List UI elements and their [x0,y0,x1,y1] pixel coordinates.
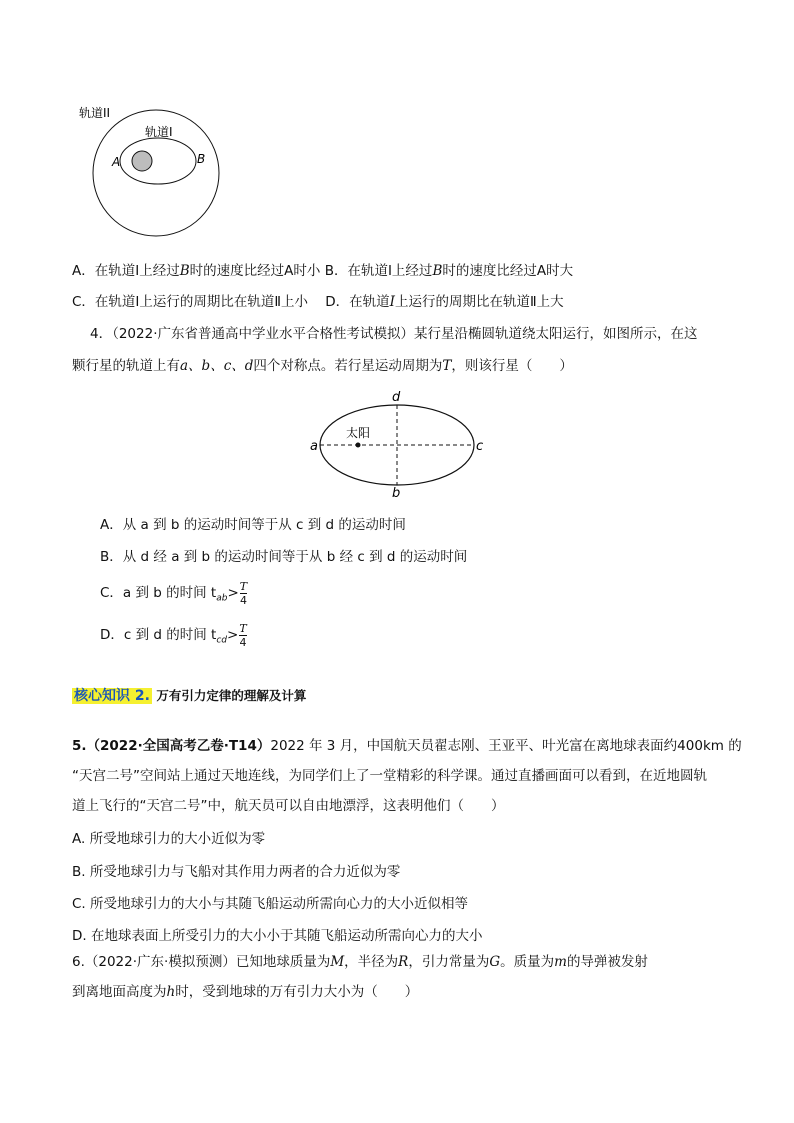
point-a-label: a [310,439,318,454]
point-a-label: A [112,155,121,169]
point-c-label: c [476,439,484,454]
q5-option-d: D. 在地球表面上所受引力的大小小于其随飞船运动所需向心力的大小 [72,928,483,944]
section-number-highlight: 核心知识 2. [74,688,150,704]
q5-stem-line3: 道上飞行的“天宫二号”中，航天员可以自由地漂浮，这表明他们（ ） [72,798,505,814]
orbit1-label: 轨道I [145,125,173,139]
sun-label: 太阳 [346,426,371,440]
q5-option-b: B. 所受地球引力与飞船对其作用力两者的合力近似为零 [72,864,401,880]
orbit-diagram [76,100,246,240]
point-b-label: B [197,152,206,166]
q5-option-a: A. 所受地球引力的大小近似为零 [72,831,266,847]
earth-circle [132,151,152,171]
q4-option-c: C．a 到 b 的时间 $t_{ab}>$ $\frac{T}{4}$ [100,579,248,607]
q4-stem-line1: 4．（2022·广东省普通高中学业水平合格性考试模拟）某行星沿椭圆轨道绕太阳运行，如图所示，在这 [90,326,698,342]
q6-stem-line2: 到离地面高度为h时，受到地球的万有引力大小为（ ） [72,984,419,1000]
q3-option-c-d-line: C．在轨道Ⅰ上运行的周期比在轨道Ⅱ上小 D．在轨道I上运行的周期比在轨道Ⅱ上大 [72,294,564,310]
point-d-label: d [392,390,401,405]
q6-stem-line1: 6.（2022·广东·模拟预测）已知地球质量为M，半径为R，引力常量为G。质量为m的导弹被发射 [72,954,648,970]
orbit2-label: 轨道II [79,106,111,120]
section-header [72,686,306,706]
q3-option-a-b-line: A．在轨道Ⅰ上经过B时的速度比经过A时小 B．在轨道Ⅰ上经过B时的速度比经过A时大 [72,263,574,279]
ellipse-orbit-diagram [306,386,492,500]
section-title: 万有引力定律的理解及计算 [156,688,307,703]
q4-option-d: D．c 到 d 的时间 $t_{cd}>$ $\frac{T}{4}$ [100,621,247,649]
q5-stem-line1: 5.（2022·全国高考乙卷·T14）2022 年 3 月，中国航天员翟志刚、王亚平、叶光富在离地球表面约400km 的 [72,738,742,754]
sun-dot [356,443,361,448]
q4-option-a: A．从 a 到 b 的运动时间等于从 c 到 d 的运动时间 [100,517,406,533]
orbit1-ellipse [120,138,196,184]
q4-stem-line2: 颗行星的轨道上有a、b、c、d四个对称点。若行星运动周期为T，则该行星（ ） [72,358,573,374]
fraction: $\frac{T}{4}$ [239,579,248,607]
fraction: $\frac{T}{4}$ [239,621,247,649]
point-b-label: b [392,486,401,500]
q5-stem-line2: “天宫二号”空间站上通过天地连线，为同学们上了一堂精彩的科学课。通过直播画面可以看到，在近地圆轨 [72,768,707,784]
q4-option-b: B．从 d 经 a 到 b 的运动时间等于从 b 经 c 到 d 的运动时间 [100,549,468,565]
q5-option-c: C. 所受地球引力的大小与其随飞船运动所需向心力的大小近似相等 [72,896,469,912]
